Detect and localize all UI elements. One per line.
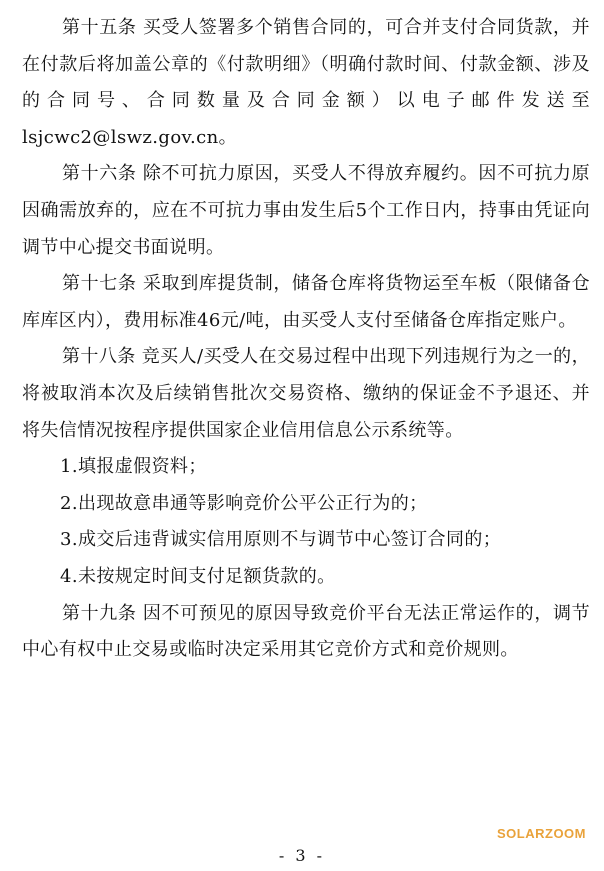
solarzoom-watermark: SOLARZOOM [497,826,586,841]
article-18-paragraph: 第十八条 竞买人/买受人在交易过程中出现下列违规行为之一的，将被取消本次及后续销售批次交易资格、缴纳的保证金不予退还、并将失信情况按程序提供国家企业信用信息公示系统等。 [22,346,590,441]
article-15-paragraph: 第十五条 买受人签署多个销售合同的，可合并支付合同货款，并在付款后将加盖公章的《付款明细》（明确付款时间、付款金额、涉及的合同号、合同数量及合同金额）以电子邮件发送至 lsjcwc2@lswz.gov.cn。 [22,17,590,148]
violation-item-4: 4.未按规定时间支付足额货款的。 [60,565,336,587]
article-16-paragraph: 第十六条 除不可抗力原因，买受人不得放弃履约。因不可抗力原因确需放弃的，应在不可抗力事由发生后5个工作日内，持事由凭证向调节中心提交书面说明。 [22,163,590,258]
violation-item-1: 1.填报虚假资料； [60,456,207,478]
document-body [22,10,590,669]
violation-item-3: 3.成交后违背诚实信用原则不与调节中心签订合同的； [60,529,502,551]
article-17-paragraph: 第十七条 采取到库提货制，储备仓库将货物运至车板（限储备仓库库区内），费用标准46元/吨，由买受人支付至储备仓库指定账户。 [22,273,590,331]
page-number: - 3 - [278,846,326,865]
article-19-paragraph: 第十九条 因不可预见的原因导致竞价平台无法正常运作的，调节中心有权中止交易或临时决定采用其它竞价方式和竞价规则。 [22,602,590,661]
violation-item-2: 2.出现故意串通等影响竞价公平公正行为的； [60,492,428,514]
